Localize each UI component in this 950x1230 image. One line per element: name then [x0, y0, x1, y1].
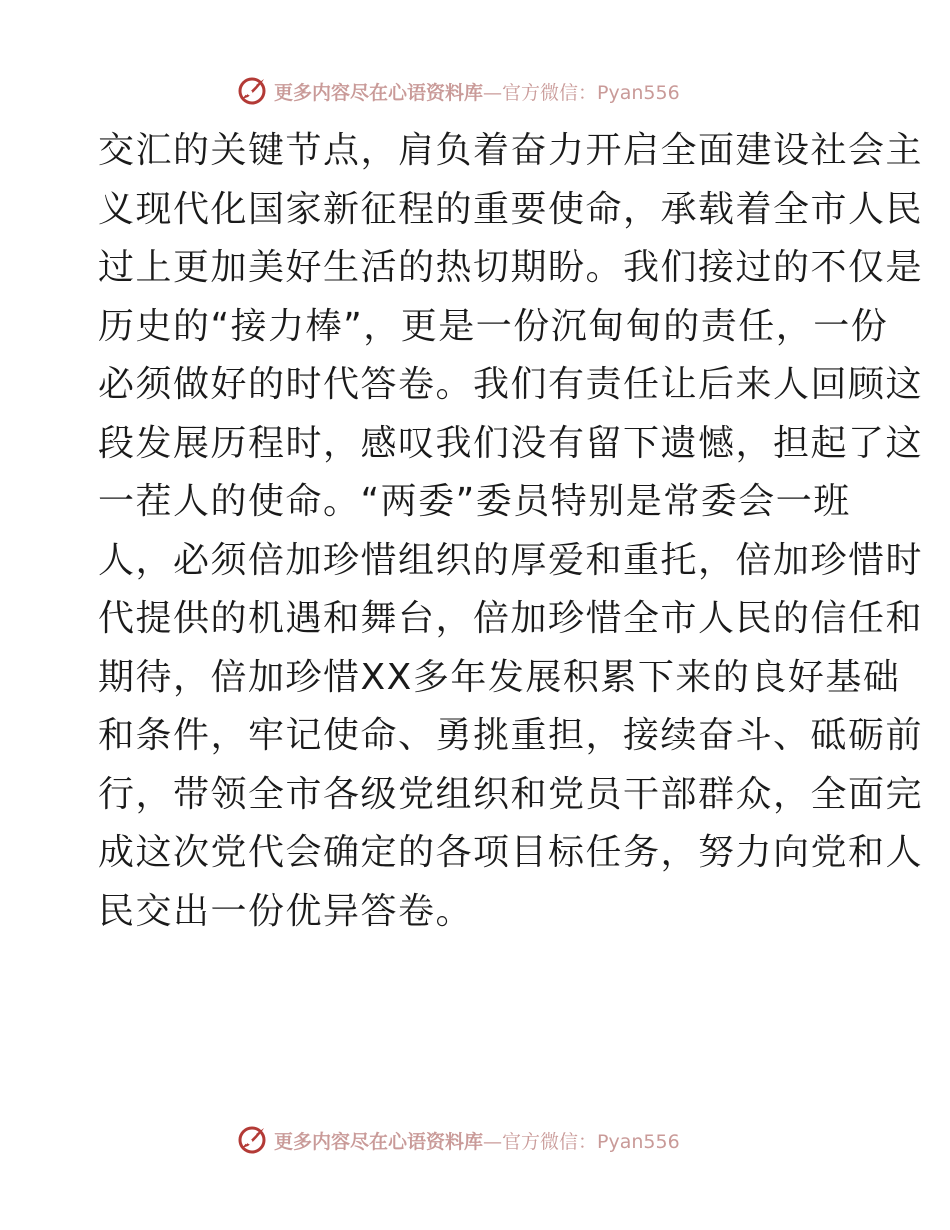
text-line: 代提供的机遇和舞台，倍加珍惜全市人民的信任和 — [98, 598, 924, 639]
banner-contact: 官方微信：Pyan556 — [502, 1130, 680, 1153]
text-line: 行，带领全市各级党组织和党员干部群众，全面完 — [98, 773, 924, 815]
quill-pen-seal-icon — [236, 1124, 268, 1156]
text-line: 民交出一份优异答卷。 — [98, 890, 474, 932]
header-banner — [236, 74, 680, 108]
footer-banner — [236, 1123, 680, 1157]
text-line: 人，必须倍加珍惜组织的厚爱和重托，倍加珍惜时 — [98, 539, 924, 581]
banner-text — [274, 78, 680, 105]
banner-separator: — — [483, 1130, 503, 1153]
text-line: 一茬人的使命。“两委”委员特别是常委会一班 — [98, 481, 851, 522]
text-line: 期待，倍加珍惜XX多年发展积累下来的良好基础 — [98, 656, 901, 698]
text-line: 成这次党代会确定的各项目标任务，努力向党和人 — [98, 832, 924, 873]
banner-title: 更多内容尽在心语资料库 — [274, 81, 484, 104]
banner-title: 更多内容尽在心语资料库 — [274, 1130, 484, 1153]
banner-text — [274, 1127, 680, 1154]
body-text — [98, 122, 924, 941]
text-line: 和条件，牢记使命、勇挑重担，接续奋斗、砥砺前 — [98, 715, 924, 756]
quill-pen-seal-icon — [236, 75, 268, 107]
banner-contact: 官方微信：Pyan556 — [502, 81, 680, 104]
text-line: 交汇的关键节点，肩负着奋力开启全面建设社会主 — [98, 130, 924, 171]
text-line: 必须做好的时代答卷。我们有责任让后来人回顾这 — [98, 364, 924, 405]
text-line: 段发展历程时，感叹我们没有留下遗憾，担起了这 — [98, 422, 924, 464]
text-line: 历史的“接力棒”，更是一份沉甸甸的责任，一份 — [98, 305, 889, 347]
banner-separator: — — [483, 81, 503, 104]
text-line: 过上更加美好生活的热切期盼。我们接过的不仅是 — [98, 247, 924, 288]
text-line: 义现代化国家新征程的重要使命，承载着全市人民 — [98, 188, 924, 230]
